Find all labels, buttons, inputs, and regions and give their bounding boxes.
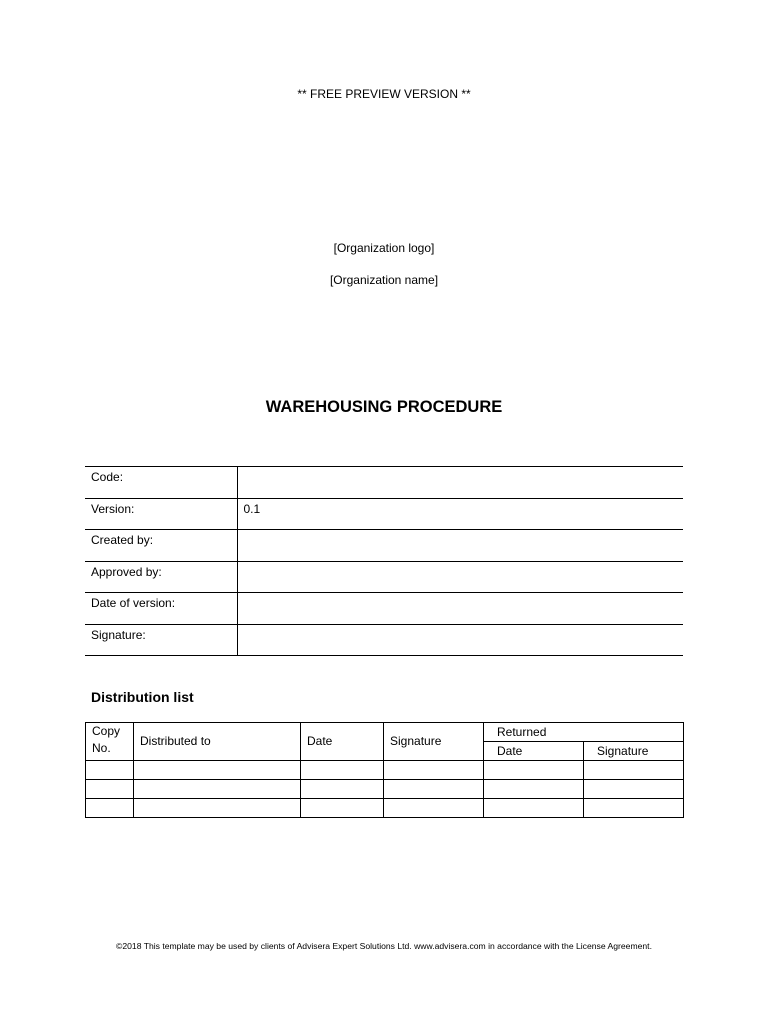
distribution-table: [85, 722, 684, 818]
info-label: Code:: [85, 467, 237, 499]
distribution-cell: [484, 780, 584, 799]
header-returned: Returned: [484, 723, 684, 742]
distribution-cell: [134, 799, 301, 818]
distribution-cell: [384, 799, 484, 818]
distribution-row: [86, 761, 684, 780]
distribution-cell: [584, 780, 684, 799]
header-distributed-to: Distributed to: [134, 723, 301, 761]
distribution-cell: [134, 780, 301, 799]
distribution-cell: [584, 799, 684, 818]
distribution-cell: [86, 780, 134, 799]
organization-logo-placeholder: [Organization logo]: [333, 241, 435, 255]
header-copy-no: Copy No.: [86, 723, 134, 761]
info-row-version: [85, 498, 683, 530]
copyright-footer: ©2018 This template may be used by clients of Advisera Expert Solutions Ltd. www.advisera.com in accordance with the License Agreement.: [116, 941, 652, 951]
distribution-row: [86, 799, 684, 818]
distribution-header-row: [86, 723, 684, 742]
info-label: Approved by:: [85, 561, 237, 593]
info-label: Version:: [85, 498, 237, 530]
info-row-code: [85, 467, 683, 499]
header-returned-signature: Signature: [584, 742, 684, 761]
distribution-cell: [86, 799, 134, 818]
distribution-list-heading: Distribution list: [91, 689, 194, 705]
distribution-cell: [301, 799, 384, 818]
document-title: WAREHOUSING PROCEDURE: [265, 398, 503, 416]
info-value: [237, 593, 683, 625]
info-row-signature: [85, 624, 683, 656]
header-signature: Signature: [384, 723, 484, 761]
info-value: [237, 624, 683, 656]
distribution-cell: [584, 761, 684, 780]
info-value: 0.1: [237, 498, 683, 530]
info-label: Created by:: [85, 530, 237, 562]
info-label: Signature:: [85, 624, 237, 656]
info-row-created-by: [85, 530, 683, 562]
distribution-cell: [384, 780, 484, 799]
info-value: [237, 530, 683, 562]
info-row-date-of-version: [85, 593, 683, 625]
info-value: [237, 467, 683, 499]
distribution-cell: [484, 761, 584, 780]
header-date: Date: [301, 723, 384, 761]
preview-notice: ** FREE PREVIEW VERSION **: [297, 87, 471, 101]
distribution-cell: [301, 761, 384, 780]
organization-name-placeholder: [Organization name]: [329, 273, 439, 287]
distribution-row: [86, 780, 684, 799]
info-row-approved-by: [85, 561, 683, 593]
info-value: [237, 561, 683, 593]
document-info-table: [85, 466, 683, 656]
distribution-cell: [134, 761, 301, 780]
distribution-cell: [384, 761, 484, 780]
header-returned-date: Date: [484, 742, 584, 761]
distribution-cell: [301, 780, 384, 799]
distribution-cell: [86, 761, 134, 780]
info-label: Date of version:: [85, 593, 237, 625]
distribution-cell: [484, 799, 584, 818]
